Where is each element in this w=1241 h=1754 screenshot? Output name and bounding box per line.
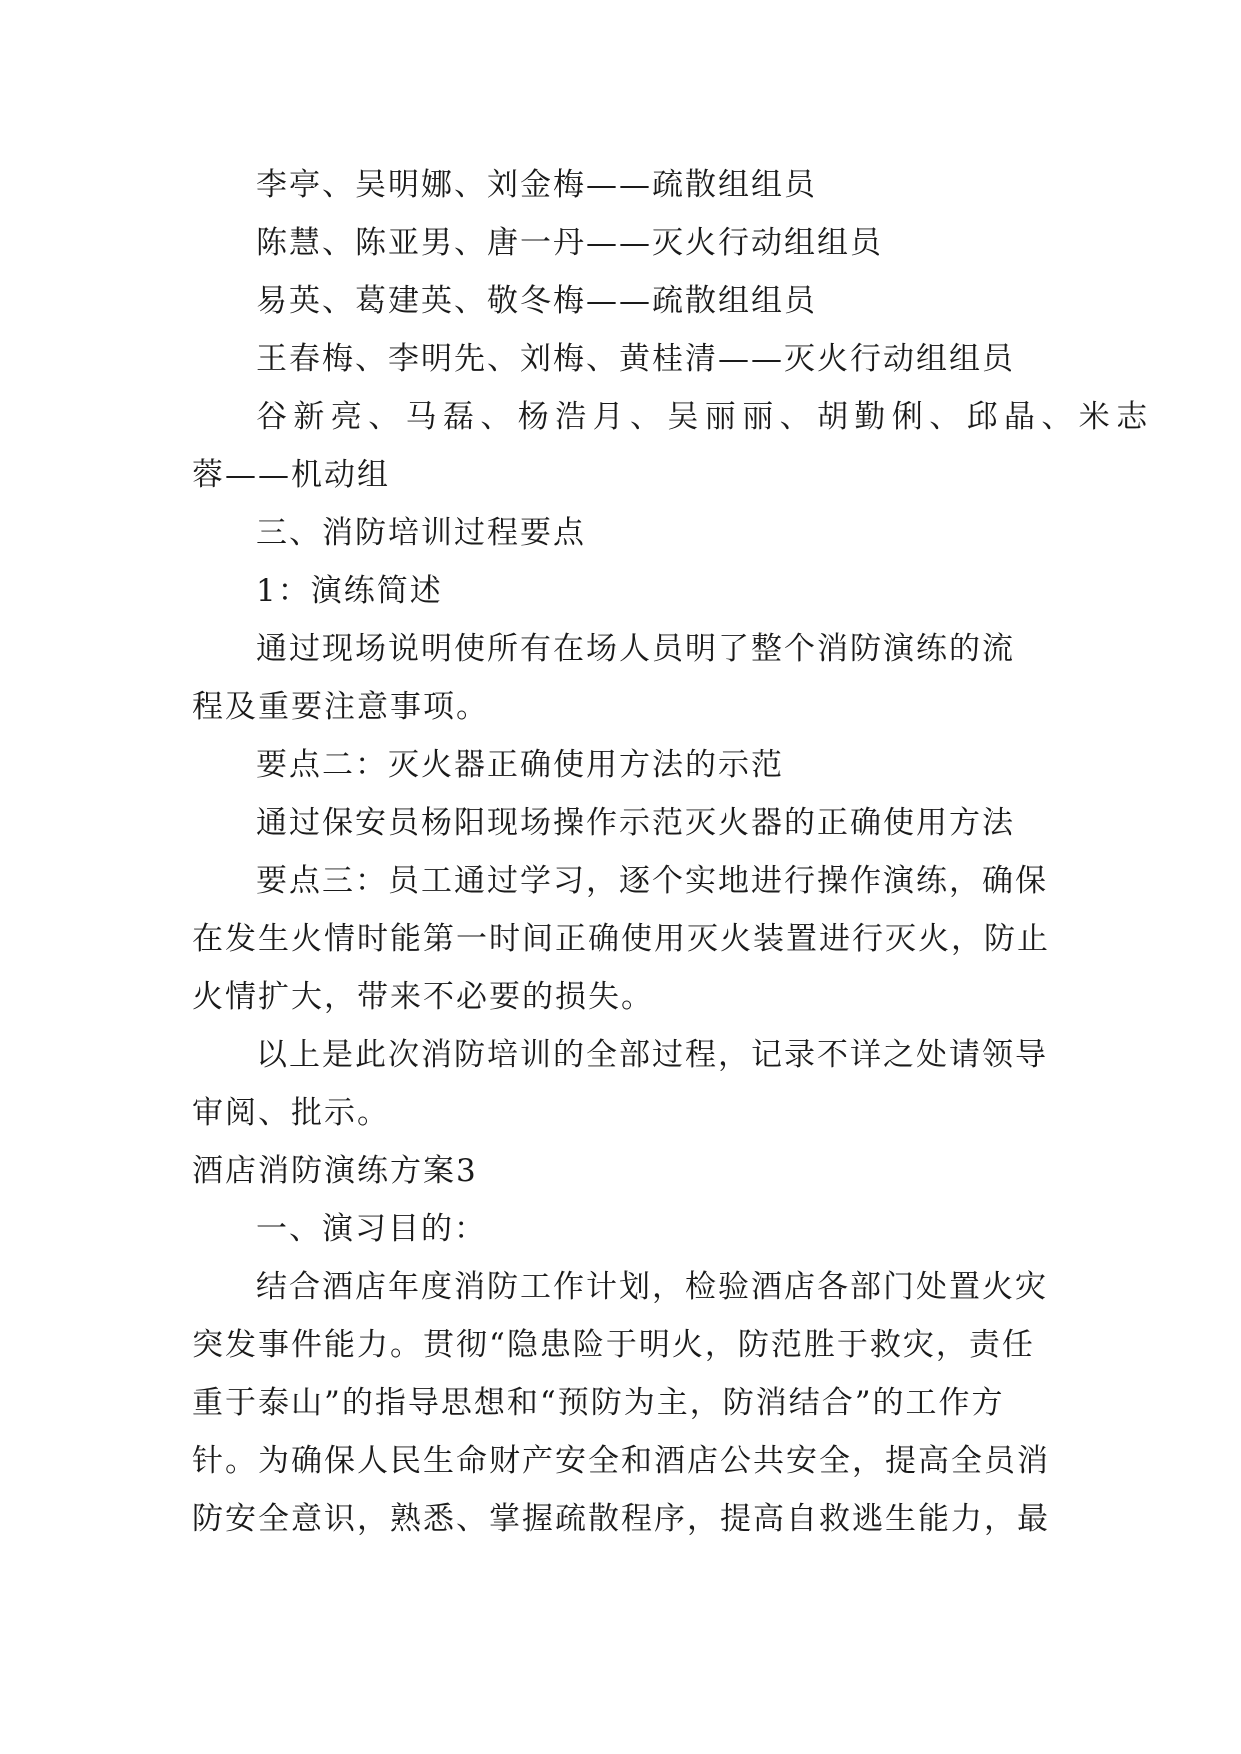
section-heading: 一、演习目的： <box>256 1211 487 1247</box>
paragraph-line: 防安全意识，熟悉、掌握疏散程序，提高自救逃生能力，最 <box>192 1501 1050 1537</box>
paragraph-line: 突发事件能力。贯彻“隐患险于明火，防范胜于救灾，责任 <box>192 1327 1035 1363</box>
document-section-title: 酒店消防演练方案3 <box>192 1153 478 1189</box>
paragraph-line: 通过保安员杨阳现场操作示范灭火器的正确使用方法 <box>256 805 1015 841</box>
section-heading: 三、消防培训过程要点 <box>256 515 586 551</box>
subsection-heading: 要点二：灭火器正确使用方法的示范 <box>256 747 784 783</box>
paragraph-line: 易英、葛建英、敬冬梅——疏散组组员 <box>256 283 817 319</box>
subsection-heading: 1：演练简述 <box>256 573 443 609</box>
paragraph-line: 审阅、批示。 <box>192 1095 390 1131</box>
paragraph-line: 针。为确保人民生命财产安全和酒店公共安全，提高全员消 <box>192 1443 1050 1479</box>
paragraph-line: 李亭、吴明娜、刘金梅——疏散组组员 <box>256 167 817 203</box>
paragraph-line: 重于泰山”的指导思想和“预防为主，防消结合”的工作方 <box>192 1385 1005 1421</box>
paragraph-line: 结合酒店年度消防工作计划，检验酒店各部门处置火灾 <box>256 1269 1048 1305</box>
paragraph-line: 蓉——机动组 <box>192 457 390 493</box>
paragraph-line: 通过现场说明使所有在场人员明了整个消防演练的流 <box>256 631 1015 667</box>
paragraph-line: 陈慧、陈亚男、唐一丹——灭火行动组组员 <box>256 225 883 261</box>
paragraph-line: 程及重要注意事项。 <box>192 689 489 725</box>
paragraph-line: 在发生火情时能第一时间正确使用灭火装置进行灭火，防止 <box>192 921 1050 957</box>
paragraph-line: 以上是此次消防培训的全部过程，记录不详之处请领导 <box>256 1037 1048 1073</box>
paragraph-line: 谷新亮、马磊、杨浩月、吴丽丽、胡勤俐、邱晶、米志 <box>256 399 1154 435</box>
paragraph-line: 王春梅、李明先、刘梅、黄桂清——灭火行动组组员 <box>256 341 1015 377</box>
paragraph-line: 要点三：员工通过学习，逐个实地进行操作演练，确保 <box>256 863 1048 899</box>
document-body <box>192 156 1154 1548</box>
paragraph-line: 火情扩大，带来不必要的损失。 <box>192 979 654 1015</box>
